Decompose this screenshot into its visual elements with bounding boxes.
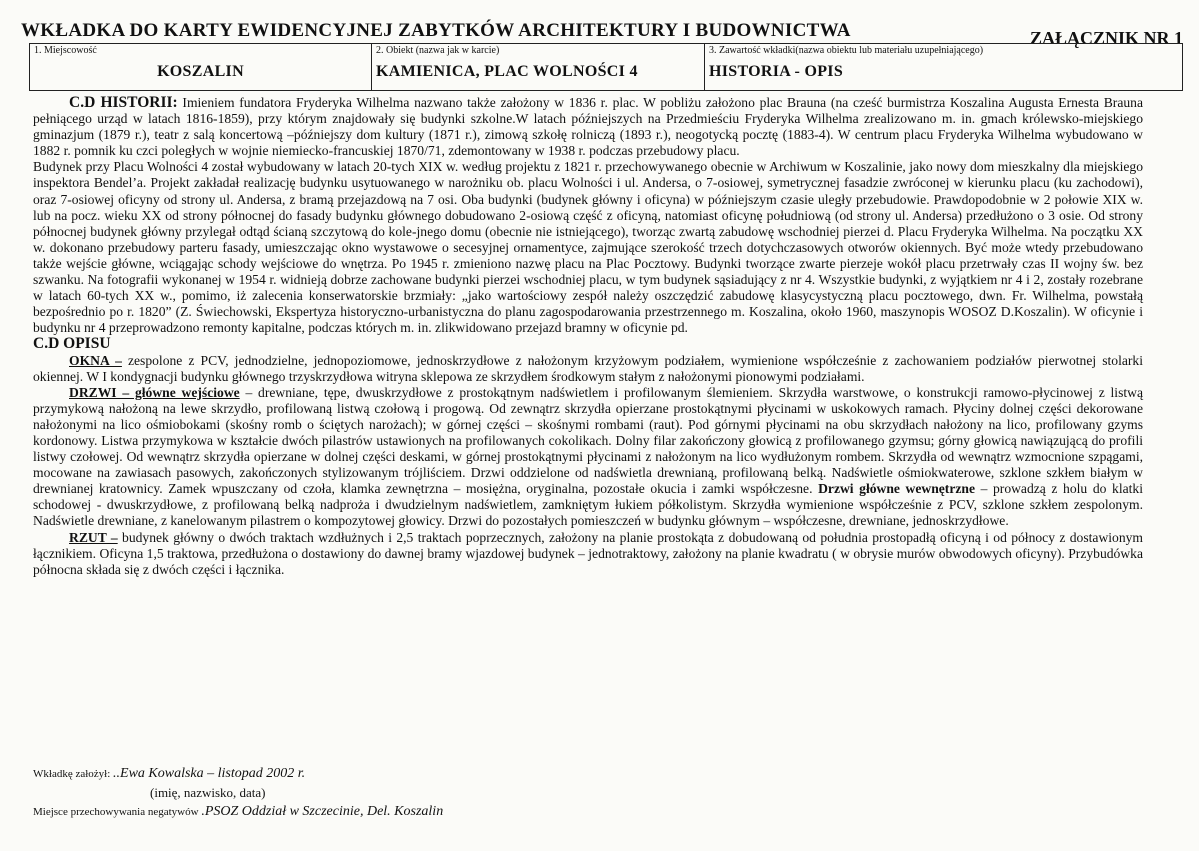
author-label: Wkładkę założył: — [33, 768, 114, 780]
object-label: 2. Obiekt (nazwa jak w karcie) — [376, 45, 500, 56]
storage-label: Miejsce przechowywania negatywów — [33, 806, 202, 818]
okna-paragraph — [33, 353, 1143, 385]
rzut-text: budynek główny o dwóch traktach wzdłużnych i 2,5 traktach poprzecznych, założony na planie prostokąta z dobudowaną od południa prostopadłą oficyną i od północy z dostawionym łącznikiem. Oficyna 1,5 traktowa, przedłużona o dostawiony do dawnej bramy wjazdowej budynek – jednotraktowy, założony na planie kwadratu ( w obrysie murów obwodowych oficyny). Przybudówka północna składa się z dwóch części i łącznika. — [33, 529, 1143, 577]
annex-number: ZAŁĄCZNIK NR 1 — [1029, 28, 1183, 48]
drzwi-text-2: – prowadzą z holu do klatki schodowej - dwuskrzydłowe, z profilowaną belką nadproża i dwudzielnym nadświetlem, zamkniętym łukiem półkolistym. Skrzydła wymienione współcześnie z PCV, szklone szkłem zespolonym. Nadświetle drewniane, z kanelowanym pilastrem o kompozytowej głowicy. Drzwi do pozostałych pomieszczeń w budynku głównym – współczesne, drewniane, jednoskrzydłowe. — [33, 481, 1143, 529]
drzwi-text-1: – drewniane, tępe, dwuskrzydłowe z prostokątnym nadświetlem i profilowanym ślemieniem. Skrzydła warstwowe, o konstrukcji ramowo-płycinowej z listwą przymykową nałożoną na lewe skrzydło, profilowaną listwą czołową i progową. Od zewnątrz skrzydła opierzane prostokątnymi płycinami w uskokowych ramach. Płyciny dolnej części dekorowane nałożonymi na lico ośmiobokami (skośny romb o ściętych narożach); w górnej części – skośnymi rombami (raut). Pod górnymi płycinami na obu skrzydłach nałożony na lico, profilowany gzyms kordonowy. Listwa przymykowa w kształcie dwóch pilastrów ustawionych na profilowanych cokolikach. Dolny filar zakończony głowicą z profilowanego gzymsu; górny głowicą nawiązującą do profili listwy czołowej. Od wewnątrz skrzydła opierzane w dolnej części deskami, w górnej prostokątnymi płycinami z nałożonym na lico wydłużonym rombem. Skrzydła od wewnątrz wzmocnione szpągami, mocowane na zawiasach pasowych, zakończonych stylizowanym trójliściem. Drzwi oddzielone od nadświetla drewnianą, profilowaną belką. Nadświetle ośmiokwaterowe, szklone szkłem białym w drewnianej kratownicy. Zamek wpuszczany od czoła, klamka zewnętrzna – mosiężna, oryginalna, pozostałe okucia i zamki współczesne. — [33, 384, 1143, 497]
rzut-paragraph — [33, 530, 1143, 578]
history-paragraph-1 — [33, 95, 1143, 159]
place-value: KOSZALIN — [157, 63, 244, 80]
drzwi-label: DRZWI – główne wejściowe — [69, 384, 240, 400]
author-hint: (imię, nazwisko, data) — [150, 785, 266, 800]
rzut-label: RZUT – — [69, 529, 118, 545]
content-cell — [705, 44, 1182, 90]
object-value: KAMIENICA, PLAC WOLNOŚCI 4 — [376, 63, 638, 80]
okna-text: zespolone z PCV, jednodzielne, jednopoziomowe, jednoskrzydłowe z nałożonym krzyżowym podziałem, wymienione współcześnie z zachowaniem podziałów pierwotnej stolarki okiennej. W I kondygnacji budynku głównego trzyskrzydłowa witryna sklepowa ze skrzydłem środkowym stałym z nałożonymi pionowymi podziałami. — [33, 352, 1143, 384]
content-value: HISTORIA - OPIS — [709, 63, 844, 80]
description-heading: C.D OPISU — [33, 335, 111, 353]
document-body — [33, 95, 1143, 578]
history-paragraph-2: Budynek przy Placu Wolności 4 został wybudowany w latach 20-tych XIX w. według projektu z 1821 r. przechowywanego obecnie w Archiwum w Koszalinie, jako nowy dom mieszkalny dla miejskiego inspektora Bendel’a. Projekt zakładał realizację budynku usytuowanego w narożniku ob. placu Wolności i ul. Andersa, o 7-osiowej, symetrycznej fasadzie zwróconej w kierunku placu (ku zachodowi), oraz 7-osiowej oficyny od strony ul. Andersa, z bramą przejazdową na 7 osi. Oba budynki (budynek główny i oficyna) w późniejszym czasie uległy przebudowie. Prawdopodobnie w 2 połowie XIX w. lub na pocz. wieku XX od strony północnej do fasady budynku głównego dobudowano 2-osiową część z oficyną, natomiast oficynę południową (od strony ul. Andersa) przedłużono o 3 osie. Od strony północnej budynek główny przylegał odtąd ścianą szczytową do kole-jnego domu (obecnie nie istniejącego), tworząc zwartą zabudowę wschodniej pierzei d. Placu Fryderyka Wilhelma. Na początku XX w. dokonano przebudowy parteru fasady, umieszczając okno wystawowe o secesyjnej ornamentyce, zajmujące szerokość trzech dotychczasowych otworów okiennych. Być może wtedy przebudowano także wejście główne, wciągając schody wejściowe do wnętrza. Po 1945 r. zmieniono nazwę placu na Plac Pocztowy. Budynki tworzące zwarte pierzeje wokół placu przetrwały czas II wojny św. bez szwanku. Na fotografii wykonanej w 1954 r. widnieją dobrze zachowane budynki pierzei wschodniej placu, w tym budynek sąsiadujący z nr 4. Wszystkie budynki, z wyjątkiem nr 4 i 2, zostały rozebrane w latach 60-tych XX w., pomimo, iż zalecenia konserwatorskie brzmiały: „jako wartościowy zespół należy oszczędzić zabudowę klasycystyczną placu pocztowego, dwn. Fr. Wilhelma, powstałą bezpośrednio po r. 1820” (Z. Świechowski, Ekspertyza historyczno-urbanistyczna do planu zagospodarowania przestrzennego m. Koszalina, około 1960, maszynopis WOSOZ D.Koszalin). W oficynie i budynku nr 4 przeprowadzono remonty kapitalne, podczas których m. in. zlikwidowano przejazd bramny w oficynie pd. — [33, 159, 1143, 336]
drzwi-inner-label: Drzwi główne wewnętrzne — [818, 481, 975, 497]
place-label: 1. Miejscowość — [34, 45, 97, 56]
drzwi-paragraph — [33, 385, 1143, 530]
object-cell — [372, 44, 705, 90]
header-fields-table — [29, 43, 1183, 91]
content-label: 3. Zawartość wkładki(nazwa obiektu lub materiału uzupełniającego) — [709, 45, 984, 56]
storage-line — [33, 804, 443, 820]
history-text-1: Imieniem fundatora Fryderyka Wilhelma nazwano także założony w 1836 r. plac. W pobliżu założono plac Brauna (na cześć burmistrza Koszalina Augusta Ernesta Brauna pełniącego urząd w latach 1816-1859), przy którym znajdowały się budynki szkolne.W latach późniejszych na Przedmieściu Fryderyka Wilhelma zrealizowano m. in. gmach królewsko-miejskiego gminazjum (1879 r.), teatr z salą koncertową –późniejszy dom kultury (1871 r.), zimową szkołę rolniczą (1893 r.), neogotycką pocztę (1883-4). W centrum placu Fryderyka Wilhelma wybudowano w 1882 r. pomnik ku czci poległych w wojnie niemiecko-francuskiej 1870/71, zdemontowany w 1938 r. podczas przebudowy placu. — [33, 95, 1143, 159]
okna-label: OKNA – — [69, 352, 122, 368]
document-title: WKŁADKA DO KARTY EWIDENCYJNEJ ZABYTKÓW ARCHITEKTURY I BUDOWNICTWA — [21, 20, 851, 41]
storage-value: .PSOZ Oddział w Szczecinie, Del. Koszalin — [201, 804, 444, 819]
author-line — [33, 766, 305, 782]
place-cell — [30, 44, 372, 90]
author-value: ..Ewa Kowalska – listopad 2002 r. — [113, 766, 306, 781]
history-heading: C.D HISTORII: — [69, 94, 178, 111]
